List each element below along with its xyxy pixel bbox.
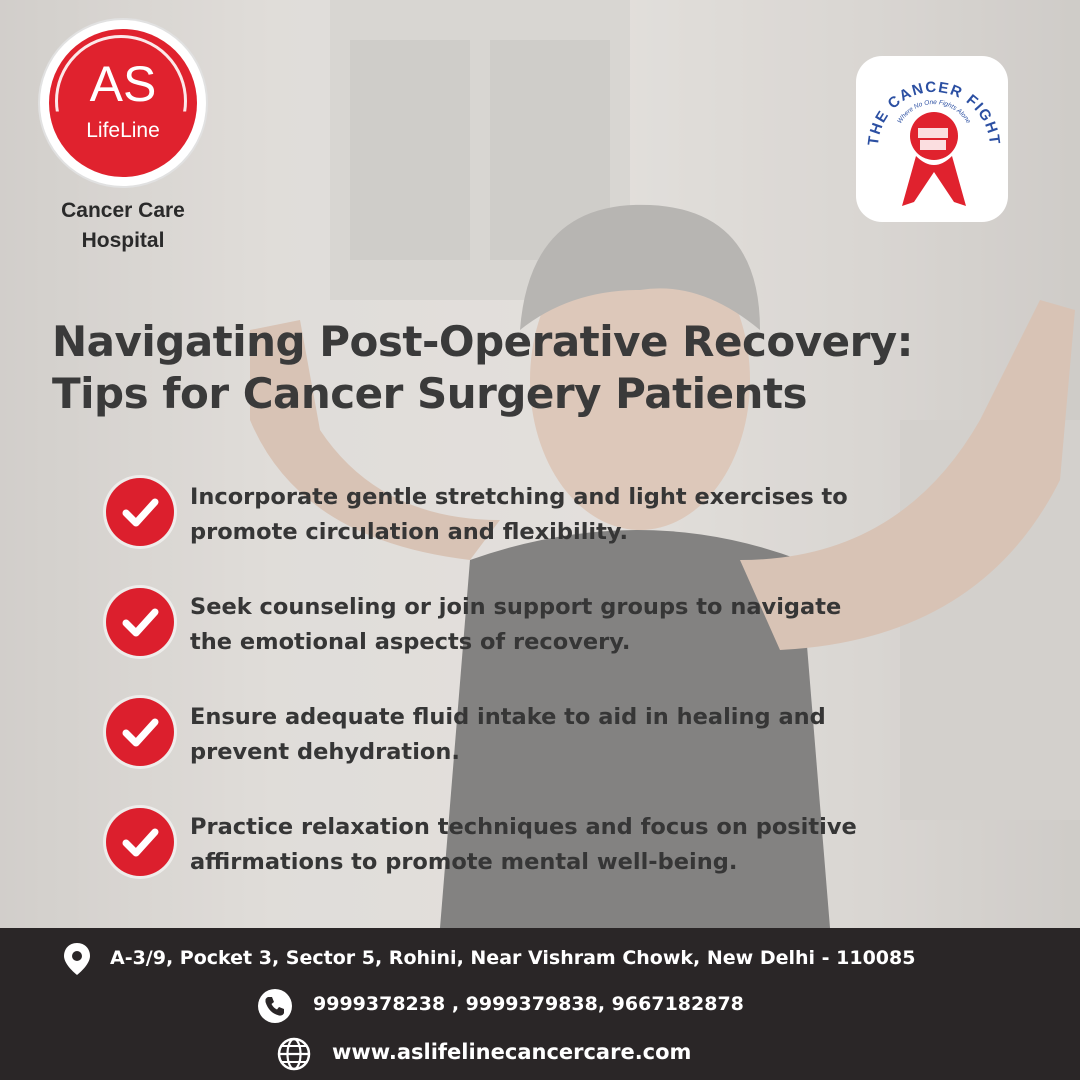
- tip-text-line2: prevent dehydration.: [190, 739, 460, 765]
- tip-text: [190, 590, 1000, 660]
- tip-text-line2: the emotional aspects of recovery.: [190, 629, 631, 655]
- footer-address: A-3/9, Pocket 3, Sector 5, Rohini, Near Vishram Chowk, New Delhi - 110085: [110, 947, 916, 969]
- tip-text-line1: Seek counseling or join support groups to navigate: [190, 594, 842, 620]
- footer-website[interactable]: www.aslifelinecancercare.com: [332, 1040, 692, 1064]
- tip-text-line1: Incorporate gentle stretching and light exercises to: [190, 484, 848, 510]
- cancer-fight-logo: [856, 56, 1008, 222]
- cancer-fight-emblem: [856, 56, 1008, 222]
- page-title-line2: Tips for Cancer Surgery Patients: [52, 369, 808, 418]
- tip-text-line1: Ensure adequate fluid intake to aid in healing and: [190, 704, 826, 730]
- tip-text: [190, 810, 1000, 880]
- footer-phone-row: [0, 986, 1080, 1026]
- hospital-name-line1: Cancer Care: [61, 199, 185, 222]
- tip-text-line1: Practice relaxation techniques and focus on positive: [190, 814, 857, 840]
- tip-text-line2: promote circulation and flexibility.: [190, 519, 629, 545]
- phone-icon: [257, 988, 293, 1024]
- logo-subtitle: LifeLine: [86, 119, 160, 142]
- footer-address-row: [0, 940, 1080, 980]
- location-pin-icon: [62, 942, 92, 976]
- page-title-line1: Navigating Post-Operative Recovery:: [52, 317, 913, 366]
- footer-phones[interactable]: 9999378238 , 9999379838, 9667182878: [313, 993, 744, 1015]
- footer: [0, 928, 1080, 1080]
- ribbon-icon: [902, 156, 966, 206]
- tip-text: [190, 700, 1000, 770]
- globe-icon: [276, 1036, 312, 1072]
- hospital-name-line2: Hospital: [81, 229, 165, 252]
- check-icon: [106, 478, 174, 546]
- page-title: [52, 316, 1032, 420]
- check-icon: [106, 808, 174, 876]
- partner-tagline: Where No One Fights Alone: [896, 98, 972, 125]
- tip-text: [190, 480, 1000, 550]
- as-lifeline-logo: [40, 20, 206, 186]
- footer-website-row: [0, 1034, 1080, 1074]
- hospital-name: [30, 196, 216, 256]
- check-icon: [106, 698, 174, 766]
- check-icon: [106, 588, 174, 656]
- tip-text-line2: affirmations to promote mental well-being.: [190, 849, 738, 875]
- partner-title: THE CANCER FIGHT: [864, 78, 1004, 147]
- logo-letters: AS: [89, 56, 157, 112]
- logo-red-disc: [49, 29, 197, 177]
